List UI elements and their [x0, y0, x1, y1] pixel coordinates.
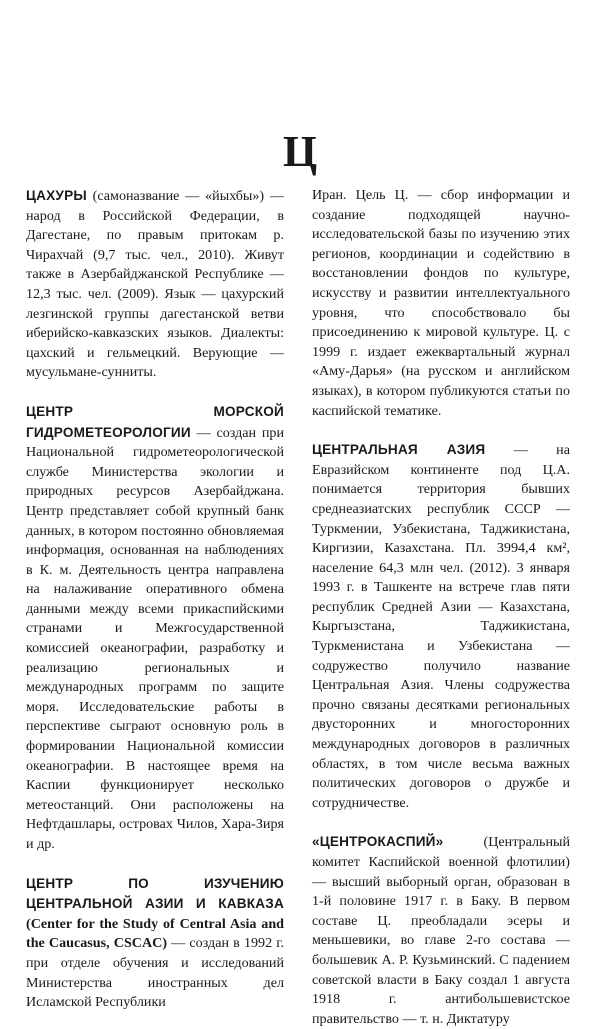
- entry-text: — создан при Национальной гидрометеорологической службе Министерства экологии и природных ресурсов Азербайджана. Центр представляет собой крупный банк данных, в котором постоянно обновляемая информация, основанная на наблюдениях в К. м. Деятельность центра направлена на налаживание оперативного обмена данными между всеми прикаспийскими странами и Межгосударственной комиссией океанографии, разработку и реализацию региональных и международных программ по защите моря. Исследовательские работы в перспективе сыграют основную роль в формировании Национальной комиссии океанографии. В настоящее время на Каспии функционирует несколько метеостанций. Они расположены на Нефтдашлары, островах Чилов, Хара-Зиря и др.: [26, 424, 284, 852]
- entry-text: — на Евразийском континенте под Ц.А. понимается территория бывших среднеазиатских республик СССР — Туркмении, Узбекистана, Таджикистана, Киргизии, Казахстана. Пл. 3994,4 км², население 64,3 млн чел. (2012). 3 января 1993 г. в Ташкенте на встрече глав пяти республик Средней Азии — Казахстана, Кыргызстана, Таджикистана, Туркменистана и Узбекистана — содружество получило название Центральная Азия. Члены содружества прочно связаны десятками региональных двусторонних и многосторонних международных договоров в различных областях, в том числе весьма важных политических договоров о дружбе и сотрудничестве.: [312, 442, 570, 811]
- right-column: [312, 186, 570, 1029]
- entry-central-asia: [312, 440, 570, 813]
- entry-text: Иран. Цель Ц. — сбор информации и создание подходящей научно-исследовательской базы по изучению этих регионов, координации и содействию в восстановлении фондов по культуре, искусству и развитии интеллектуального уровня, что способствовало бы присоединению к мировой культуре. Ц. с 1999 г. издает ежеквартальный журнал «Аму-Дарья» (на русском и английском языках), в котором публикуются статьи по каспийской тематике.: [312, 187, 570, 419]
- entry-headword: ЦЕНТР МОРСКОЙ ГИДРОМЕТЕОРОЛОГИИ: [26, 403, 284, 440]
- entry-continuation: [312, 186, 570, 421]
- section-letter: Ц: [282, 127, 318, 176]
- entry-tsentrokaspiy: [312, 832, 570, 1029]
- entry-headword: «ЦЕНТРОКАСПИЙ»: [312, 834, 444, 850]
- entry-headword: ЦЕНТРАЛЬНАЯ АЗИЯ: [312, 442, 486, 458]
- entry-text: — создан в 1992 г. при отделе обучения и исследований Министерства иностранных дел Исламской Республики: [26, 935, 284, 1011]
- entry-marine-hydrometeorology-center: [26, 402, 284, 855]
- entry-headword: ЦЕНТР ПО ИЗУЧЕНИЮ ЦЕНТРАЛЬНОЙ АЗИИ И КАВКАЗА: [26, 875, 284, 912]
- left-column: [26, 186, 284, 1013]
- entry-text: (Центральный комитет Каспийской военной флотилии) — высший выборный орган, образован в 1-й половине 1917 г. в Баку. В первом составе Ц. преобладали эсеры и меньшевики, во главе 2-го состава — большевик А. Р. Кузьминский. С падением советской власти в Баку создал 1 августа 1918 г. антибольшевистское правительство — т. н. Диктатуру: [312, 834, 570, 1027]
- entry-headword: ЦАХУРЫ: [26, 188, 87, 203]
- entry-headword-latin: (Center for the Study of Central Asia and the Caucasus, CSCAC): [26, 915, 284, 952]
- entry-tsakhury: [26, 186, 284, 383]
- entry-central-asia-caucasus-center: [26, 874, 284, 1013]
- entry-text: (самоназвание — «йыхбы») — народ в Российской Федерации, в Дагестане, по правым притокам р. Чирахчай (9,7 тыс. чел., 2010). Живут также в Азербайджанской Республике — 12,3 тыс. чел. (2009). Язык — цахурский лезгинской группы дагестанской ветви иберийско-кавказских языков. Диалекты: цахский и гельмецкий. Верующие — мусульмане-сунниты.: [26, 188, 284, 381]
